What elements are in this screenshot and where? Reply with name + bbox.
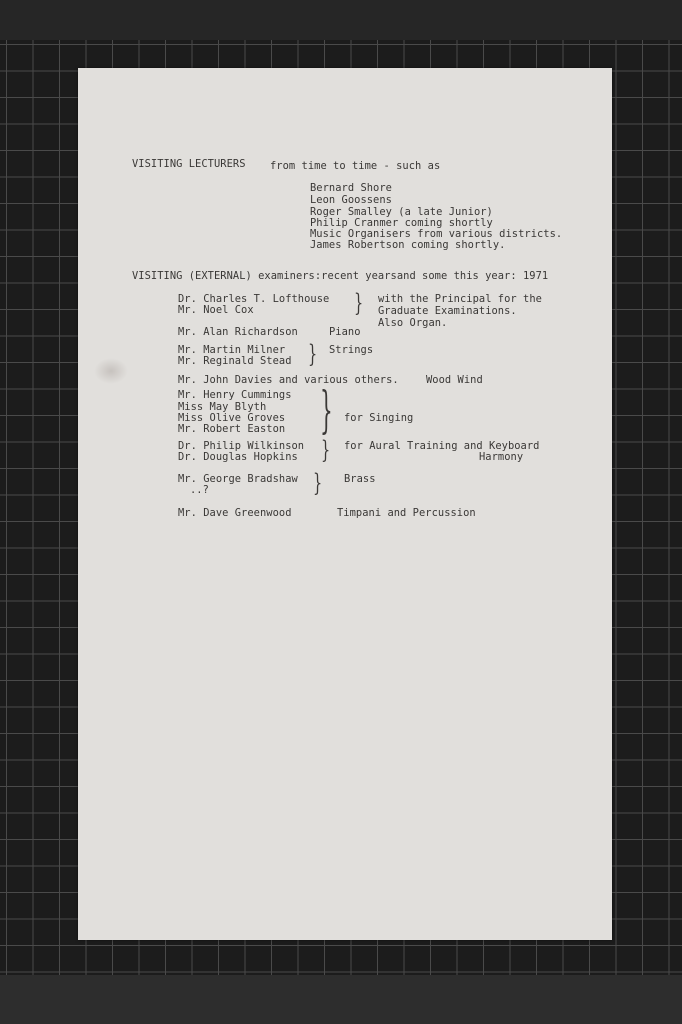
lecturer-item: Philip Cranmer coming shortly [310,217,493,229]
visiting-lecturers-tail: from time to time - such as [270,160,441,172]
examiner-name: Mr. George Bradshaw [178,473,298,485]
examiner-role: Brass [344,473,376,485]
examiner-name: Mr. Martin Milner [178,344,286,356]
examiner-name: Miss Olive Groves [178,412,286,424]
background-top [0,0,682,40]
examiner-name: Mr. Henry Cummings [178,389,292,401]
examiner-name: ..? [190,484,209,496]
examiner-name: Mr. Alan Richardson [178,326,298,338]
examiner-role: with the Principal for the [378,293,542,305]
examiner-role: Strings [329,344,374,356]
examiner-name: Dr. Charles T. Lofthouse [178,293,330,305]
lecturer-item: James Robertson coming shortly. [310,239,506,251]
brace-mark: } [321,436,331,464]
examiner-name: Mr. John Davies and various others. [178,374,399,386]
brace-mark: } [313,469,323,497]
examiner-role: for Singing [344,412,414,424]
brace-mark: } [354,289,364,317]
paper-stain [94,358,128,384]
lecturer-item: Leon Goossens [310,194,392,206]
examiners-heading: VISITING (EXTERNAL) examiners:recent yearsand some this year: 1971 [132,270,549,282]
lecturer-item: Bernard Shore [310,182,392,194]
examiner-role: Timpani and Percussion [337,507,476,519]
visiting-lecturers-label: VISITING LECTURERS [132,158,246,170]
lecturer-item: Roger Smalley (a late Junior) [310,206,493,218]
typewritten-page [78,68,612,940]
brace-mark: } [320,381,333,439]
examiner-name: Mr. Reginald Stead [178,355,292,367]
examiner-role: Harmony [479,451,524,463]
examiner-name: Dr. Philip Wilkinson [178,440,305,452]
examiner-name: Miss May Blyth [178,401,267,413]
examiner-name: Mr. Robert Easton [178,423,286,435]
examiner-name: Dr. Douglas Hopkins [178,451,298,463]
examiner-name: Mr. Dave Greenwood [178,507,292,519]
examiner-role: Piano [329,326,361,338]
lecturer-item: Music Organisers from various districts. [310,228,563,240]
examiner-role: for Aural Training and Keyboard [344,440,540,452]
brace-mark: } [308,340,318,368]
examiner-role: Graduate Examinations. [378,305,517,317]
examiner-role: Also Organ. [378,317,448,329]
examiner-role: Wood Wind [426,374,483,386]
background-bottom [0,975,682,1024]
examiner-name: Mr. Noel Cox [178,304,254,316]
